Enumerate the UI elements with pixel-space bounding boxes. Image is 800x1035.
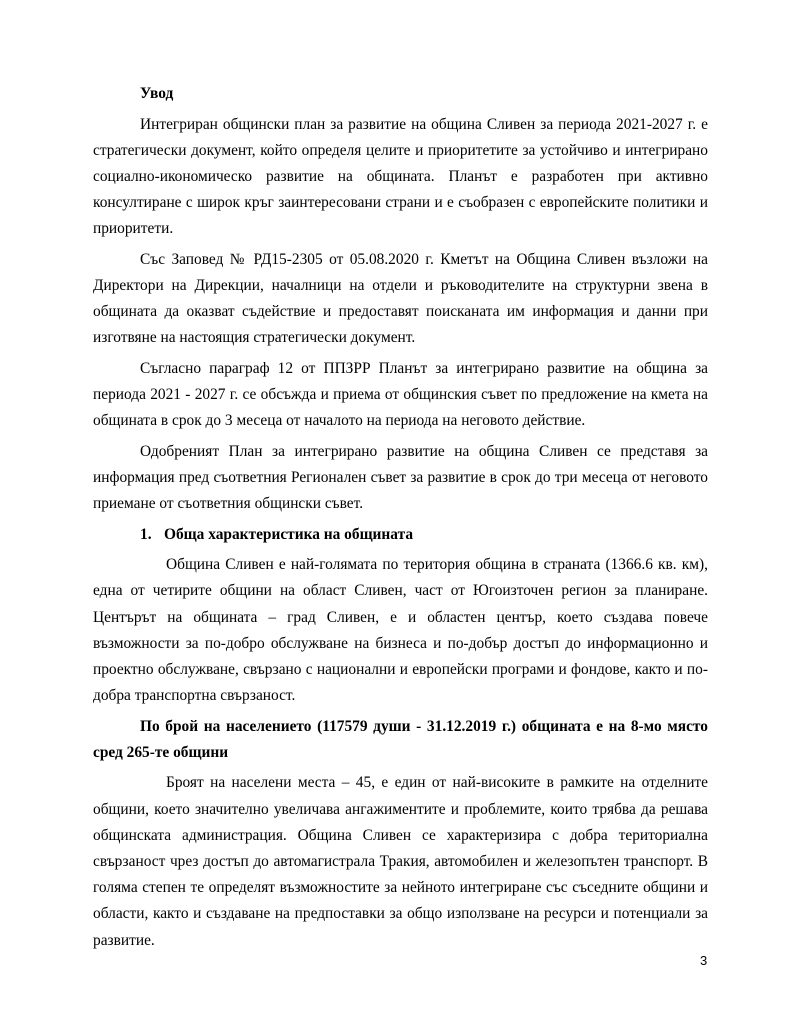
paragraph-plan-description: Интегриран общински план за развитие на община Сливен за периода 2021-2027 г. е стратегически документ, който определя целите и приоритетите за устойчиво и интегрирано социално-икономическо развитие на общината. Планът е разработен при активно консултиране с широк кръг заинтересовани страни и е съобразен с европейските политики и приоритети.	[93, 115, 708, 238]
document-body	[93, 81, 708, 958]
section-number: 1.	[140, 525, 152, 543]
paragraph-mayor-order: Със Заповед № РД15-2305 от 05.08.2020 г. Кметът на Община Сливен възложи на Директори на Дирекции, началници на отдели и ръководителите на структурни звена в общината да оказват съдействие и предоставят поисканата им информация и данни при изготвяне на настоящия стратегически документ.	[93, 250, 708, 347]
paragraph-legal-basis: Съгласно параграф 12 от ППЗРР Планът за интегрирано развитие на община за периода 2021 - 2027 г. се обсъжда и приема от общинския съвет по предложение на кмета на общината в срок до 3 месеца от началото на периода на неговото действие.	[93, 359, 708, 430]
page-number: 3	[700, 953, 708, 968]
intro-heading: Увод	[140, 85, 174, 102]
paragraph-settlements: Броят на населени места – 45, е един от най-високите в рамките на отделните общини, което значително увеличава ангажиментите и проблемите, които трябва да решава общинската администрация. Община Сливен се характеризира с добра териториална свързаност чрез достъп до автомагистрала Тракия, автомобилен и железопътен транспорт. В голяма степен те определят възможностите за нейното интегриране със съседните общини и области, както и създаване на предпоставки за общо използване на ресурси и потенциали за развитие.	[93, 774, 708, 949]
paragraph-approval: Одобреният План за интегрирано развитие на община Сливен се представя за информация пред съответния Регионален съвет за развитие в срок до три месеца от неговото приемане от съответния общински съвет.	[93, 442, 708, 513]
paragraph-territory: Община Сливен е най-голямата по територия община в страната (1366.6 кв. км), една от четирите общини на област Сливен, част от Югоизточен регион за планиране. Центърът на общината – град Сливен, е и областен център, което създава повече възможности за по-добро обслужване на бизнеса и по-добър достъп до информационно и проектно обслужване, свързано с национални и европейски програми и фондове, както и по-добра транспортна свързаност.	[93, 556, 708, 705]
paragraph-population: По брой на населението (117579 души - 31.12.2019 г.) общината е на 8-мо място сред 265-те общини	[93, 717, 708, 761]
section-title: Обща характеристика на общината	[164, 525, 414, 543]
section-heading-1	[93, 522, 708, 548]
